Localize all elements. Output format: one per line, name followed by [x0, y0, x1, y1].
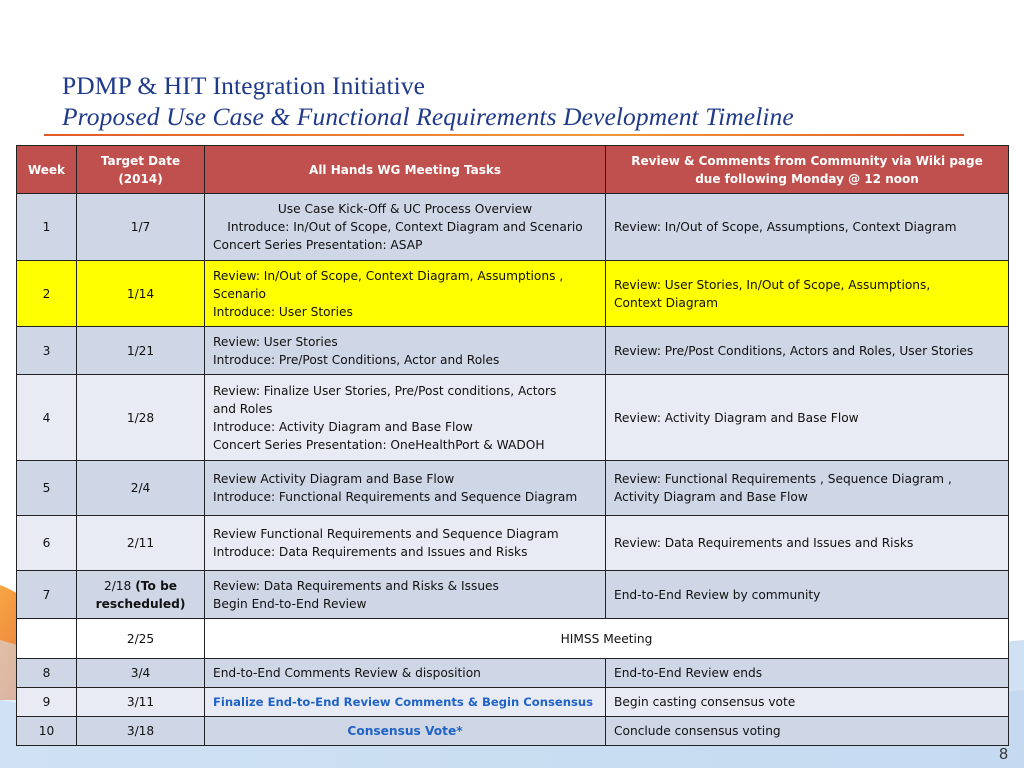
- date-cell: 2/25: [77, 619, 205, 659]
- table-row: [17, 688, 1009, 717]
- tasks-cell: Review Activity Diagram and Base Flow Introduce: Functional Requirements and Sequence Diagram: [205, 461, 606, 516]
- date-cell: 3/4: [77, 659, 205, 688]
- week-cell: 9: [17, 688, 77, 717]
- tasks-cell: Review: User Stories Introduce: Pre/Post Conditions, Actor and Roles: [205, 327, 606, 375]
- table-row-himss: [17, 619, 1009, 659]
- slide-title: [62, 70, 794, 132]
- review-cell: Review: In/Out of Scope, Assumptions, Context Diagram: [606, 194, 1009, 261]
- header-week: Week: [17, 146, 77, 194]
- tasks-cell: Consensus Vote*: [205, 717, 606, 746]
- table-row: [17, 571, 1009, 619]
- table-row: [17, 327, 1009, 375]
- review-cell: Review: Functional Requirements , Sequence Diagram , Activity Diagram and Base Flow: [606, 461, 1009, 516]
- page-number: 8: [999, 746, 1008, 763]
- week-cell: 10: [17, 717, 77, 746]
- table-row: [17, 659, 1009, 688]
- header-target-date: Target Date (2014): [77, 146, 205, 194]
- date-cell: 3/18: [77, 717, 205, 746]
- header-review: Review & Comments from Community via Wiki page due following Monday @ 12 noon: [606, 146, 1009, 194]
- review-cell: End-to-End Review by community: [606, 571, 1009, 619]
- date-cell: 2/4: [77, 461, 205, 516]
- week-cell: [17, 619, 77, 659]
- week-cell: 7: [17, 571, 77, 619]
- date-cell: 1/14: [77, 261, 205, 327]
- review-cell: Review: Data Requirements and Issues and Risks: [606, 516, 1009, 571]
- table-row: [17, 194, 1009, 261]
- review-cell: End-to-End Review ends: [606, 659, 1009, 688]
- table-row: [17, 375, 1009, 461]
- review-cell: Begin casting consensus vote: [606, 688, 1009, 717]
- title-line-2: Proposed Use Case & Functional Requirements Development Timeline: [62, 102, 794, 131]
- tasks-cell: Use Case Kick-Off & UC Process Overview Introduce: In/Out of Scope, Context Diagram and Scenario Concert Series Presentation: ASAP: [205, 194, 606, 261]
- title-line-1: PDMP & HIT Integration Initiative: [62, 71, 426, 100]
- review-cell: Conclude consensus voting: [606, 717, 1009, 746]
- review-cell: Review: Activity Diagram and Base Flow: [606, 375, 1009, 461]
- date-cell: 3/11: [77, 688, 205, 717]
- tasks-cell: End-to-End Comments Review & disposition: [205, 659, 606, 688]
- tasks-cell: Review: Finalize User Stories, Pre/Post conditions, Actors and Roles Introduce: Activity Diagram and Base Flow Concert Series Presentation: OneHealthPort & WADOH: [205, 375, 606, 461]
- date-cell: 1/7: [77, 194, 205, 261]
- table-row: [17, 516, 1009, 571]
- table-row-highlighted: [17, 261, 1009, 327]
- tasks-cell: Review: Data Requirements and Risks & Issues Begin End-to-End Review: [205, 571, 606, 619]
- week-cell: 1: [17, 194, 77, 261]
- header-tasks: All Hands WG Meeting Tasks: [205, 146, 606, 194]
- review-cell: Review: User Stories, In/Out of Scope, Assumptions, Context Diagram: [606, 261, 1009, 327]
- himss-meeting-cell: HIMSS Meeting: [205, 619, 1009, 659]
- tasks-cell: Review Functional Requirements and Sequence Diagram Introduce: Data Requirements and Issues and Risks: [205, 516, 606, 571]
- review-cell: Review: Pre/Post Conditions, Actors and Roles, User Stories: [606, 327, 1009, 375]
- date-cell: 1/21: [77, 327, 205, 375]
- date-cell: 1/28: [77, 375, 205, 461]
- table-row: [17, 461, 1009, 516]
- week-cell: 4: [17, 375, 77, 461]
- week-cell: 2: [17, 261, 77, 327]
- tasks-cell: Review: In/Out of Scope, Context Diagram, Assumptions , Scenario Introduce: User Stories: [205, 261, 606, 327]
- title-underline: [44, 134, 964, 136]
- tasks-cell: Finalize End-to-End Review Comments & Begin Consensus: [205, 688, 606, 717]
- header-row: [17, 146, 1009, 194]
- table-row: [17, 717, 1009, 746]
- date-cell: 2/18 (To be rescheduled): [77, 571, 205, 619]
- week-cell: 5: [17, 461, 77, 516]
- week-cell: 6: [17, 516, 77, 571]
- date-cell: 2/11: [77, 516, 205, 571]
- week-cell: 8: [17, 659, 77, 688]
- timeline-table: [16, 145, 1009, 746]
- week-cell: 3: [17, 327, 77, 375]
